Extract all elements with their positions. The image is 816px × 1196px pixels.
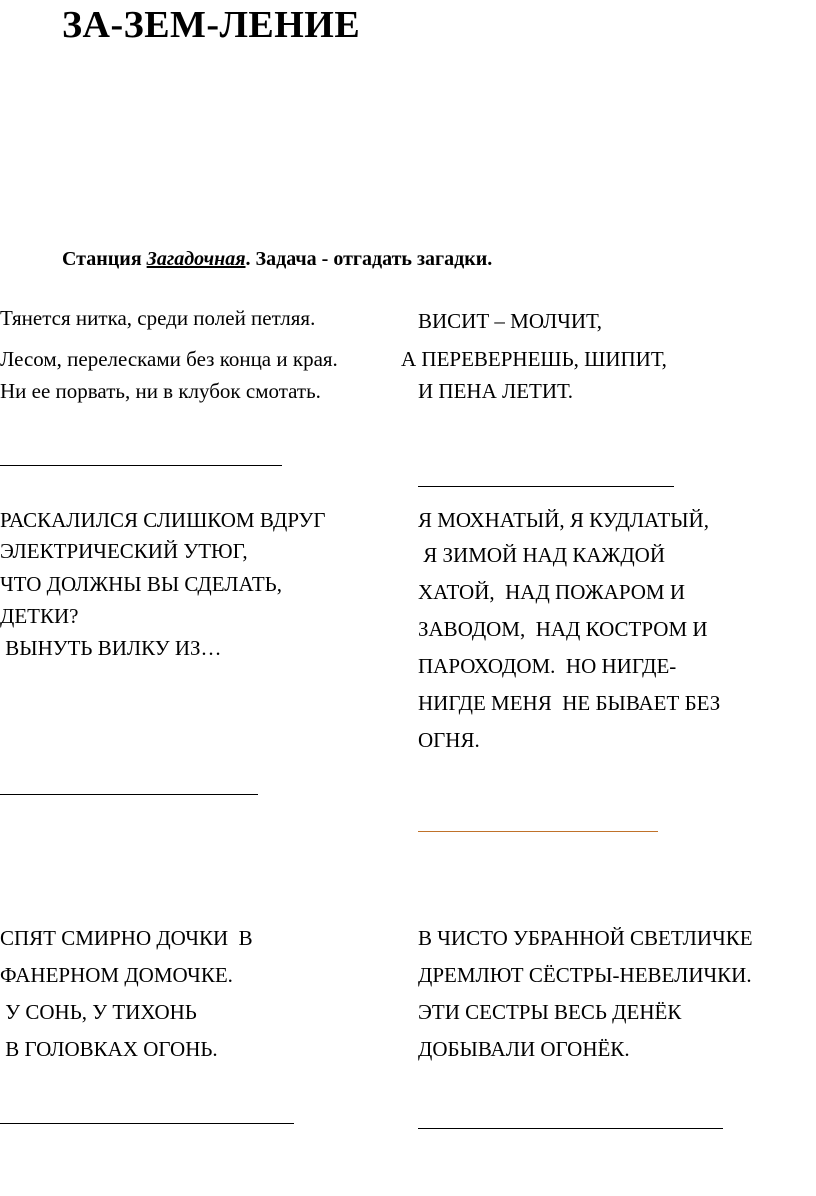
station-prefix: Станция — [62, 248, 147, 270]
riddle-4-answer-line[interactable] — [418, 831, 658, 832]
riddle-4-line-2: Я ЗИМОЙ НАД КАЖДОЙ — [418, 543, 665, 567]
riddle-4-line-5: ПАРОХОДОМ. НО НИГДЕ- — [418, 654, 677, 678]
riddle-1-line-2: Лесом, перелесками без конца и края. — [0, 347, 338, 371]
riddle-3-line-5: ВЫНУТЬ ВИЛКУ ИЗ… — [0, 636, 222, 660]
riddle-4-line-3: ХАТОЙ, НАД ПОЖАРОМ И — [418, 580, 686, 604]
riddle-2-answer-line[interactable] — [418, 486, 674, 487]
riddle-5-line-1: СПЯТ СМИРНО ДОЧКИ В — [0, 926, 253, 950]
riddle-4-line-7: ОГНЯ. — [418, 728, 480, 752]
riddle-6-answer-line[interactable] — [418, 1128, 723, 1129]
riddle-3-answer-line[interactable] — [0, 794, 258, 795]
station-task: . Задача - отгадать загадки. — [245, 248, 493, 270]
riddle-4-line-1: Я МОХНАТЫЙ, Я КУДЛАТЫЙ, — [418, 508, 709, 532]
riddle-6-line-4: ДОБЫВАЛИ ОГОНЁК. — [418, 1037, 630, 1061]
riddle-5-line-3: У СОНЬ, У ТИХОНЬ — [0, 1000, 197, 1024]
riddle-3-line-4: ДЕТКИ? — [0, 604, 79, 628]
riddle-2-line-2: А ПЕРЕВЕРНЕШЬ, ШИПИТ, — [401, 347, 667, 371]
riddle-1-answer-line[interactable] — [0, 465, 282, 466]
riddle-3-line-3: ЧТО ДОЛЖНЫ ВЫ СДЕЛАТЬ, — [0, 572, 282, 596]
riddle-2-line-1: ВИСИТ – МОЛЧИТ, — [418, 309, 602, 333]
riddle-2-line-3: И ПЕНА ЛЕТИТ. — [418, 379, 574, 403]
riddle-3-line-2: ЭЛЕКТРИЧЕСКИЙ УТЮГ, — [0, 539, 248, 563]
page-title: ЗА-ЗЕМ-ЛЕНИЕ — [62, 4, 361, 46]
riddle-1-line-1: Тянется нитка, среди полей петляя. — [0, 306, 316, 330]
riddle-1-line-3: Ни ее порвать, ни в клубок смотать. — [0, 379, 321, 403]
riddle-5-line-2: ФАНЕРНОМ ДОМОЧКЕ. — [0, 963, 233, 987]
riddle-5-answer-line[interactable] — [0, 1123, 294, 1124]
station-heading — [62, 245, 492, 273]
riddle-6-line-3: ЭТИ СЕСТРЫ ВЕСЬ ДЕНЁК — [418, 1000, 682, 1024]
riddle-4-line-4: ЗАВОДОМ, НАД КОСТРОМ И — [418, 617, 708, 641]
riddle-6-line-2: ДРЕМЛЮТ СЁСТРЫ-НЕВЕЛИЧКИ. — [418, 963, 752, 987]
riddle-5-line-4: В ГОЛОВКАХ ОГОНЬ. — [0, 1037, 218, 1061]
riddle-3-line-1: РАСКАЛИЛСЯ СЛИШКОМ ВДРУГ — [0, 508, 326, 532]
riddle-4-line-6: НИГДЕ МЕНЯ НЕ БЫВАЕТ БЕЗ — [418, 691, 721, 715]
riddle-6-line-1: В ЧИСТО УБРАННОЙ СВЕТЛИЧКЕ — [418, 926, 753, 950]
station-name: Загадочная — [146, 248, 246, 270]
